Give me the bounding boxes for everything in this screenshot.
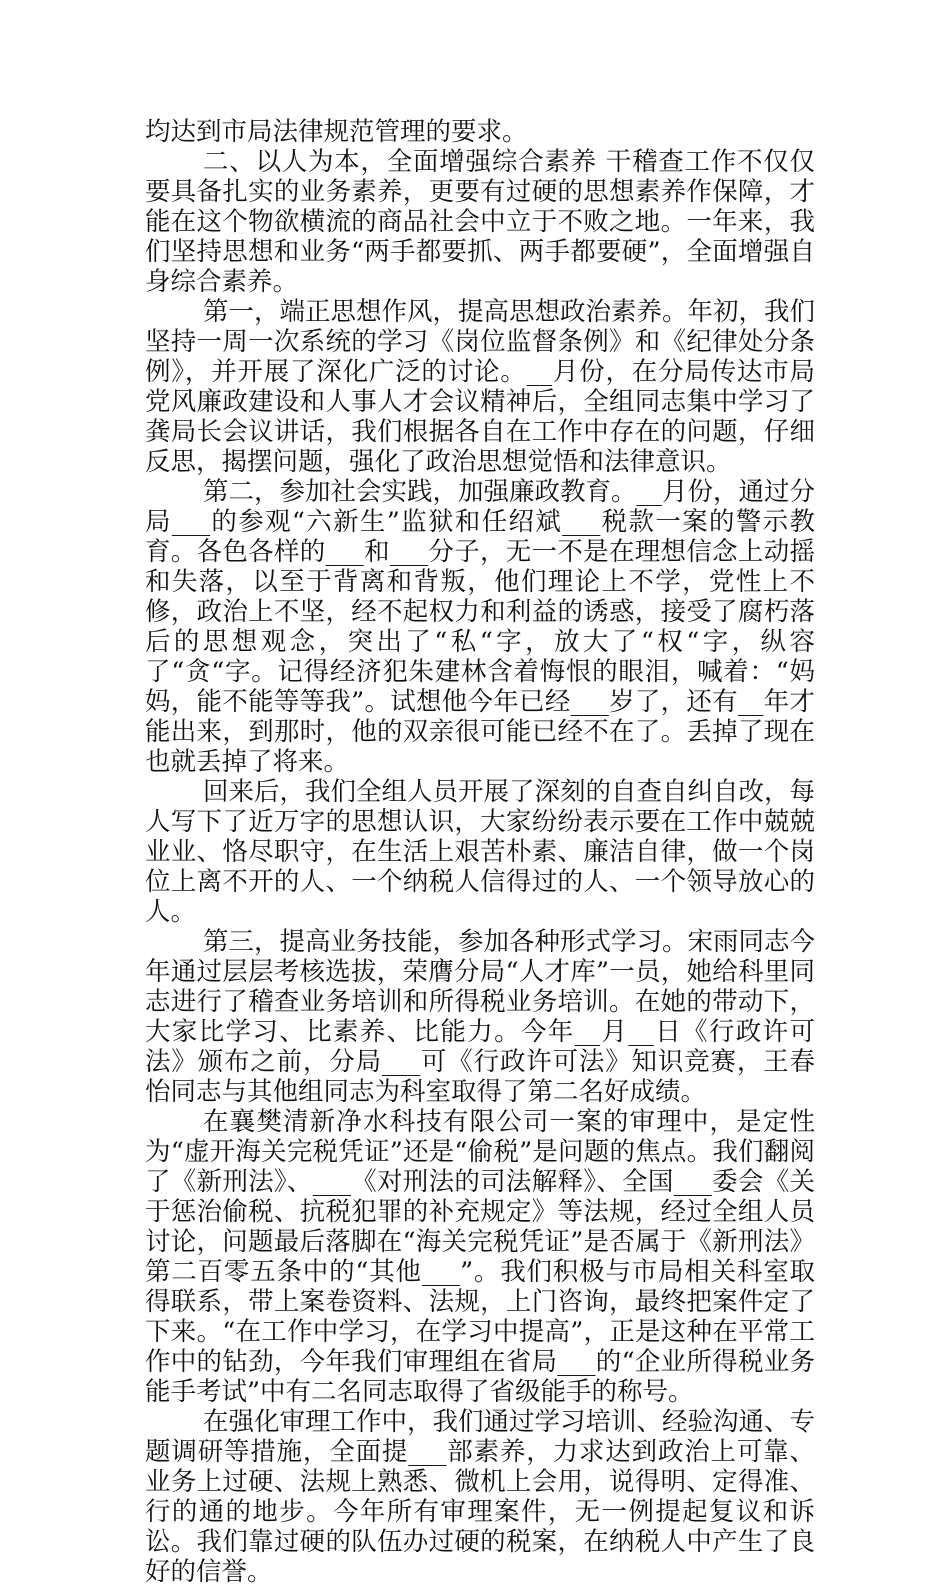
- paragraph-self-inspection: 回来后，我们全组人员开展了深刻的自查自纠自改，每人写下了近万字的思想认识，大家纷纷表示要在工作中兢兢业业、恪尽职守，在生活上艰苦朴素、廉洁自律，做一个岗位上离不开的人、一个纳税人信得过的人、一个领导放心的人。: [145, 777, 816, 927]
- paragraph-second-point: 第二，参加社会实践，加强廉政教育。__月份，通过分局___的参观“六新生”监狱和任绍斌___税款一案的警示教育。各色各样的___和___分子，无一不是在理想信念上动摇和失落，以至于背离和背叛，他们理论上不学，党性上不修，政治上不坚，经不起权力和利益的诱惑，接受了腐朽落后的思想观念，突出了“私“字，放大了“权“字，纵容了“贪“字。记得经济犯朱建林含着悔恨的眼泪，喊着：“妈妈，能不能等等我”。试想他今年已经___岁了，还有__年才能出来，到那时，他的双亲很可能已经不在了。丢掉了现在也就丢掉了将来。: [145, 477, 816, 777]
- paragraph-review-work: 在强化审理工作中，我们通过学习培训、经验沟通、专题调研等措施，全面提___部素养，力求达到政治上可靠、业务上过硬、法规上熟悉、微机上会用，说得明、定得准、行的通的地步。今年所有审理案件，无一例提起复议和诉讼。我们靠过硬的队伍办过硬的税案，在纳税人中产生了良好的信誉。: [145, 1407, 816, 1587]
- paragraph-case-review: 在襄樊清新净水科技有限公司一案的审理中，是定性为“虚开海关完税凭证”还是“偷税”是问题的焦点。我们翻阅了《新刑法》、___《对刑法的司法解释》、全国___委会《关于惩治偷税、抗税犯罪的补充规定》等法规，经过全组人员讨论，问题最后落脚在“海关完税凭证”是否属于《新刑法》第二百零五条中的“其他___”。我们积极与市局相关科室取得联系，带上案卷资料、法规，上门咨询，最终把案件定了下来。“在工作中学习，在学习中提高”，正是这种在平常工作中的钻劲，今年我们审理组在省局___的“企业所得税业务能手考试”中有二名同志取得了省级能手的称号。: [145, 1107, 815, 1407]
- paragraph-section-two: 二、以人为本，全面增强综合素养 干稽查工作不仅仅要具备扎实的业务素养，更要有过硬的思想素养作保障，才能在这个物欲横流的商品社会中立于不败之地。一年来，我们坚持思想和业务“两手都要抓、两手都要硬”，全面增强自身综合素养。: [145, 147, 815, 297]
- document-body: [145, 117, 815, 1587]
- paragraph-third-point: 第三，提高业务技能，参加各种形式学习。宋雨同志今年通过层层考核选拔，荣膺分局“人才库”一员，她给科里同志进行了稽查业务培训和所得税业务培训。在她的带动下，大家比学习、比素养、比能力。今年__月__日《行政许可法》颁布之前，分局___可《行政许可法》知识竞赛，王春怡同志与其他组同志为科室取得了第二名好成绩。: [145, 927, 816, 1107]
- paragraph-first-point: 第一，端正思想作风，提高思想政治素养。年初，我们坚持一周一次系统的学习《岗位监督条例》和《纪律处分条例》，并开展了深化广泛的讨论。__月份，在分局传达市局党风廉政建设和人事人才会议精神后，全组同志集中学习了龚局长会议讲话，我们根据各自在工作中存在的问题，仔细反思，揭摆问题，强化了政治思想觉悟和法律意识。: [145, 297, 816, 477]
- paragraph-continuation: 均达到市局法律规范管理的要求。: [145, 117, 528, 147]
